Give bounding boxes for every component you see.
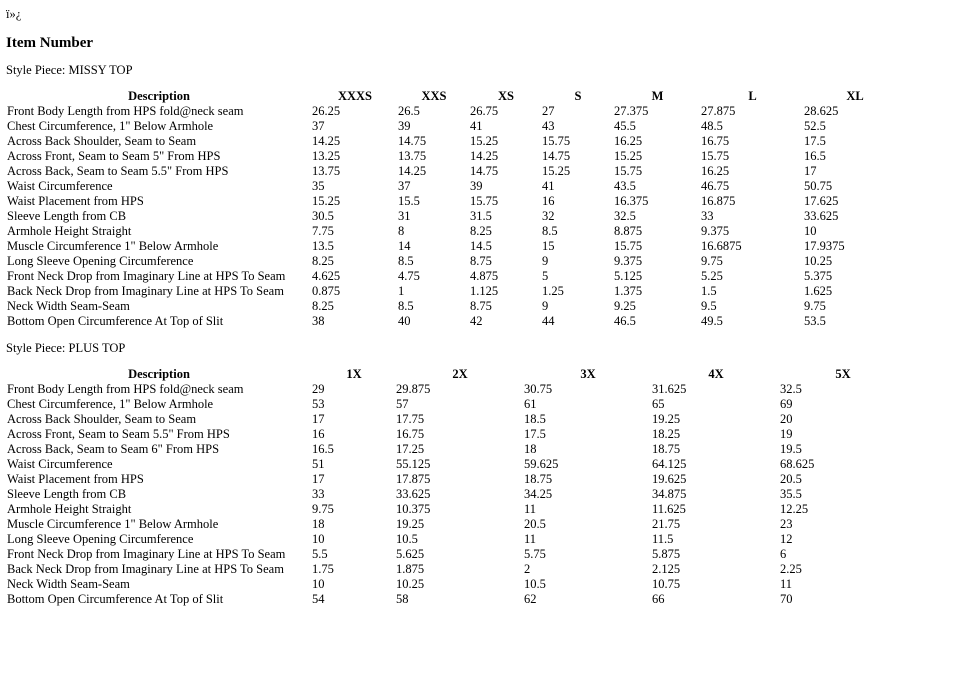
measurement-value: 16.6875 [701, 239, 742, 253]
measurement-value: 17.625 [804, 194, 839, 208]
measurement-description: Waist Placement from HPS [7, 472, 144, 486]
measurement-value: 1.125 [470, 284, 499, 298]
table-row [6, 427, 906, 442]
measurement-value: 15.75 [470, 194, 499, 208]
measurement-value: 4.625 [312, 269, 341, 283]
measurement-value: 27.875 [701, 104, 736, 118]
measurement-value: 0.875 [312, 284, 341, 298]
table-row [6, 119, 906, 134]
measurement-value: 26.5 [398, 104, 420, 118]
column-header-size: XXXS [337, 89, 373, 103]
measurement-value: 31.625 [652, 382, 687, 396]
measurement-value: 30.75 [524, 382, 553, 396]
table-row [6, 502, 906, 517]
measurement-value: 33 [312, 487, 325, 501]
measurement-value: 34.875 [652, 487, 687, 501]
measurement-description: Waist Circumference [7, 457, 113, 471]
measurement-description: Muscle Circumference 1" Below Armhole [7, 517, 219, 531]
measurement-value: 15.75 [614, 164, 643, 178]
measurement-value: 61 [524, 397, 537, 411]
measurement-value: 8.5 [398, 254, 414, 268]
measurement-description: Chest Circumference, 1" Below Armhole [7, 119, 214, 133]
measurement-value: 17 [312, 412, 325, 426]
measurement-value: 16.5 [312, 442, 334, 456]
table-row [6, 314, 906, 329]
measurement-value: 49.5 [701, 314, 723, 328]
column-header-size: XS [498, 89, 514, 103]
table-row [6, 104, 906, 119]
measurement-value: 31 [398, 209, 411, 223]
measurement-value: 1.375 [614, 284, 643, 298]
measurement-value: 17.875 [396, 472, 431, 486]
measurement-value: 33.625 [396, 487, 431, 501]
measurement-description: Across Back Shoulder, Seam to Seam [7, 134, 197, 148]
measurement-value: 5.375 [804, 269, 833, 283]
measurement-value: 9.75 [701, 254, 723, 268]
table-row [6, 164, 906, 179]
measurement-description: Sleeve Length from CB [7, 487, 127, 501]
measurement-value: 8.5 [542, 224, 558, 238]
measurement-value: 68.625 [780, 457, 815, 471]
measurement-value: 14.75 [398, 134, 427, 148]
measurement-value: 14.25 [398, 164, 427, 178]
measurement-value: 45.5 [614, 119, 636, 133]
measurement-value: 8.875 [614, 224, 643, 238]
table-row [6, 547, 906, 562]
measurement-value: 16.5 [804, 149, 826, 163]
measurement-description: Bottom Open Circumference At Top of Slit [7, 314, 224, 328]
measurement-value: 12.25 [780, 502, 809, 516]
measurement-description: Front Body Length from HPS fold@neck seam [7, 382, 244, 396]
measurement-description: Across Back, Seam to Seam 5.5" From HPS [7, 164, 229, 178]
measurement-value: 48.5 [701, 119, 723, 133]
measurement-value: 40 [398, 314, 411, 328]
measurement-value: 5.75 [524, 547, 546, 561]
measurement-value: 35 [312, 179, 325, 193]
measurement-value: 17.75 [396, 412, 425, 426]
column-header-size: XXS [421, 89, 447, 103]
table-row [6, 517, 906, 532]
measurement-description: Sleeve Length from CB [7, 209, 127, 223]
measurement-value: 26.25 [312, 104, 341, 118]
table-row [6, 592, 906, 607]
measurement-description: Armhole Height Straight [7, 502, 132, 516]
measurement-value: 18.5 [524, 412, 546, 426]
measurement-value: 13.25 [312, 149, 341, 163]
measurement-value: 16 [542, 194, 555, 208]
measurement-value: 14.25 [470, 149, 499, 163]
measurement-value: 10.375 [396, 502, 431, 516]
measurement-value: 39 [398, 119, 411, 133]
measurement-value: 14 [398, 239, 411, 253]
measurement-value: 15.75 [542, 134, 571, 148]
measurement-description: Back Neck Drop from Imaginary Line at HPS To Seam [7, 562, 284, 576]
measurement-value: 2 [524, 562, 531, 576]
measurement-value: 41 [542, 179, 555, 193]
measurement-value: 5.25 [701, 269, 723, 283]
measurement-value: 15.75 [614, 239, 643, 253]
measurement-value: 1 [398, 284, 405, 298]
measurement-description: Across Front, Seam to Seam 5" From HPS [7, 149, 221, 163]
measurement-value: 8 [398, 224, 405, 238]
encoding-artifact-text: ï»¿ [6, 7, 22, 21]
missy-measurement-table [6, 89, 906, 329]
measurement-value: 32.5 [780, 382, 802, 396]
column-header-description: Description [128, 89, 190, 103]
measurement-value: 20 [780, 412, 793, 426]
measurement-value: 18 [524, 442, 537, 456]
measurement-value: 10 [804, 224, 817, 238]
plus-measurement-table [6, 367, 906, 607]
table-row [6, 299, 906, 314]
measurement-value: 10.75 [652, 577, 681, 591]
measurement-value: 13.5 [312, 239, 334, 253]
measurement-value: 46.75 [701, 179, 730, 193]
measurement-description: Waist Circumference [7, 179, 113, 193]
measurement-value: 8.25 [312, 299, 334, 313]
measurement-value: 4.875 [470, 269, 499, 283]
measurement-description: Neck Width Seam-Seam [7, 299, 130, 313]
measurement-description: Long Sleeve Opening Circumference [7, 532, 194, 546]
measurement-description: Front Body Length from HPS fold@neck seam [7, 104, 244, 118]
measurement-value: 30.5 [312, 209, 334, 223]
measurement-description: Chest Circumference, 1" Below Armhole [7, 397, 214, 411]
measurement-value: 34.25 [524, 487, 553, 501]
measurement-value: 15 [542, 239, 555, 253]
measurement-value: 14.75 [470, 164, 499, 178]
measurement-value: 18.75 [652, 442, 681, 456]
measurement-value: 16.75 [396, 427, 425, 441]
measurement-value: 42 [470, 314, 483, 328]
measurement-description: Across Front, Seam to Seam 5.5" From HPS [7, 427, 230, 441]
measurement-description: Long Sleeve Opening Circumference [7, 254, 194, 268]
measurement-value: 8.25 [312, 254, 334, 268]
measurement-value: 15.5 [398, 194, 420, 208]
measurement-value: 16 [312, 427, 325, 441]
measurement-value: 17 [804, 164, 817, 178]
measurement-value: 10.5 [524, 577, 546, 591]
table-row [6, 382, 906, 397]
measurement-value: 15.25 [470, 134, 499, 148]
measurement-value: 54 [312, 592, 325, 606]
table-row [6, 472, 906, 487]
measurement-value: 15.25 [542, 164, 571, 178]
measurement-value: 6 [780, 547, 787, 561]
measurement-value: 9.25 [614, 299, 636, 313]
measurement-value: 18.75 [524, 472, 553, 486]
measurement-value: 33 [701, 209, 714, 223]
measurement-value: 12 [780, 532, 793, 546]
measurement-value: 5.625 [396, 547, 425, 561]
measurement-value: 39 [470, 179, 483, 193]
measurement-value: 9.375 [701, 224, 730, 238]
measurement-value: 38 [312, 314, 325, 328]
measurement-description: Front Neck Drop from Imaginary Line at HPS To Seam [7, 547, 286, 561]
measurement-value: 16.25 [701, 164, 730, 178]
measurement-value: 17.9375 [804, 239, 845, 253]
measurement-value: 43.5 [614, 179, 636, 193]
column-header-size: 4X [708, 367, 724, 381]
measurement-value: 1.75 [312, 562, 334, 576]
measurement-description: Muscle Circumference 1" Below Armhole [7, 239, 219, 253]
measurement-value: 17.5 [804, 134, 826, 148]
measurement-value: 10 [312, 532, 325, 546]
measurement-value: 37 [312, 119, 325, 133]
measurement-value: 29 [312, 382, 325, 396]
measurement-value: 19.25 [396, 517, 425, 531]
table-row [6, 397, 906, 412]
measurement-value: 11.5 [652, 532, 674, 546]
measurement-value: 17.5 [524, 427, 546, 441]
column-header-description: Description [128, 367, 190, 381]
measurement-value: 35.5 [780, 487, 802, 501]
measurement-description: Armhole Height Straight [7, 224, 132, 238]
measurement-value: 19.625 [652, 472, 687, 486]
measurement-value: 46.5 [614, 314, 636, 328]
measurement-value: 7.75 [312, 224, 334, 238]
measurement-value: 10.25 [396, 577, 425, 591]
measurement-description: Front Neck Drop from Imaginary Line at HPS To Seam [7, 269, 286, 283]
measurement-value: 20.5 [780, 472, 802, 486]
measurement-value: 21.75 [652, 517, 681, 531]
table-row [6, 194, 906, 209]
measurement-value: 9 [542, 254, 549, 268]
measurement-value: 58 [396, 592, 409, 606]
table-row [6, 532, 906, 547]
measurement-value: 51 [312, 457, 325, 471]
measurement-value: 44 [542, 314, 555, 328]
table-row [6, 412, 906, 427]
column-header-size: 5X [835, 367, 851, 381]
column-header-size: M [651, 89, 664, 103]
table-row [6, 239, 906, 254]
measurement-value: 17 [312, 472, 325, 486]
measurement-value: 43 [542, 119, 555, 133]
measurement-description: Across Back, Seam to Seam 6" From HPS [7, 442, 220, 456]
measurement-value: 10 [312, 577, 325, 591]
table-header-row [6, 89, 906, 104]
measurement-value: 70 [780, 592, 793, 606]
measurement-value: 13.75 [398, 149, 427, 163]
measurement-value: 2.125 [652, 562, 681, 576]
measurement-value: 9.5 [701, 299, 717, 313]
measurement-value: 16.375 [614, 194, 649, 208]
measurement-value: 32 [542, 209, 555, 223]
table-row [6, 457, 906, 472]
measurement-value: 9.75 [312, 502, 334, 516]
measurement-description: Waist Placement from HPS [7, 194, 144, 208]
column-header-size: 3X [580, 367, 596, 381]
table-row [6, 179, 906, 194]
table-row [6, 134, 906, 149]
measurement-value: 32.5 [614, 209, 636, 223]
table-row [6, 562, 906, 577]
measurement-value: 69 [780, 397, 793, 411]
measurement-value: 10.25 [804, 254, 833, 268]
table-row [6, 224, 906, 239]
measurement-value: 5.875 [652, 547, 681, 561]
table-header-row [6, 367, 906, 382]
table-row [6, 254, 906, 269]
measurement-value: 16.75 [701, 134, 730, 148]
column-header-size: 1X [346, 367, 362, 381]
measurement-value: 62 [524, 592, 537, 606]
measurement-value: 10.5 [396, 532, 418, 546]
measurement-value: 9.75 [804, 299, 826, 313]
measurement-description: Back Neck Drop from Imaginary Line at HPS To Seam [7, 284, 284, 298]
measurement-value: 52.5 [804, 119, 826, 133]
measurement-value: 14.75 [542, 149, 571, 163]
measurement-value: 9 [542, 299, 549, 313]
measurement-value: 66 [652, 592, 665, 606]
measurement-value: 11 [524, 502, 537, 516]
table-row [6, 577, 906, 592]
measurement-value: 20.5 [524, 517, 546, 531]
measurement-value: 14.25 [312, 134, 341, 148]
measurement-value: 64.125 [652, 457, 687, 471]
measurement-value: 15.25 [312, 194, 341, 208]
measurement-value: 53 [312, 397, 325, 411]
table-row [6, 284, 906, 299]
measurement-value: 37 [398, 179, 411, 193]
measurement-value: 13.75 [312, 164, 341, 178]
measurement-value: 9.375 [614, 254, 643, 268]
measurement-value: 15.25 [614, 149, 643, 163]
measurement-value: 1.875 [396, 562, 425, 576]
measurement-description: Bottom Open Circumference At Top of Slit [7, 592, 224, 606]
measurement-value: 11.625 [652, 502, 686, 516]
measurement-value: 5 [542, 269, 549, 283]
measurement-value: 1.625 [804, 284, 833, 298]
measurement-value: 41 [470, 119, 483, 133]
measurement-value: 18 [312, 517, 325, 531]
measurement-value: 57 [396, 397, 409, 411]
measurement-description: Neck Width Seam-Seam [7, 577, 130, 591]
column-header-size: S [574, 89, 582, 103]
measurement-value: 8.75 [470, 254, 492, 268]
style-piece-label-plus: Style Piece: PLUS TOP [6, 341, 126, 355]
measurement-value: 16.875 [701, 194, 736, 208]
measurement-value: 11 [780, 577, 793, 591]
table-row [6, 442, 906, 457]
measurement-value: 28.625 [804, 104, 839, 118]
table-row [6, 209, 906, 224]
measurement-value: 29.875 [396, 382, 431, 396]
column-header-size: L [748, 89, 757, 103]
table-row [6, 269, 906, 284]
measurement-value: 5.5 [312, 547, 328, 561]
column-header-size: XL [846, 89, 864, 103]
measurement-value: 59.625 [524, 457, 559, 471]
measurement-value: 65 [652, 397, 665, 411]
measurement-value: 14.5 [470, 239, 492, 253]
measurement-value: 4.75 [398, 269, 420, 283]
table-row [6, 487, 906, 502]
measurement-value: 1.5 [701, 284, 717, 298]
measurement-value: 16.25 [614, 134, 643, 148]
measurement-value: 2.25 [780, 562, 802, 576]
measurement-value: 55.125 [396, 457, 431, 471]
measurement-value: 53.5 [804, 314, 826, 328]
measurement-value: 33.625 [804, 209, 839, 223]
measurement-value: 19 [780, 427, 793, 441]
measurement-description: Across Back Shoulder, Seam to Seam [7, 412, 197, 426]
measurement-value: 50.75 [804, 179, 833, 193]
measurement-value: 15.75 [701, 149, 730, 163]
measurement-value: 31.5 [470, 209, 492, 223]
measurement-value: 18.25 [652, 427, 681, 441]
measurement-value: 27 [542, 104, 555, 118]
measurement-value: 1.25 [542, 284, 564, 298]
measurement-value: 19.5 [780, 442, 802, 456]
measurement-value: 23 [780, 517, 793, 531]
table-row [6, 149, 906, 164]
measurement-value: 27.375 [614, 104, 649, 118]
column-header-size: 2X [452, 367, 468, 381]
measurement-value: 17.25 [396, 442, 425, 456]
measurement-value: 8.5 [398, 299, 414, 313]
measurement-value: 5.125 [614, 269, 643, 283]
measurement-value: 8.25 [470, 224, 492, 238]
measurement-value: 19.25 [652, 412, 681, 426]
measurement-value: 8.75 [470, 299, 492, 313]
measurement-value: 11 [524, 532, 537, 546]
measurement-value: 26.75 [470, 104, 499, 118]
style-piece-label-missy: Style Piece: MISSY TOP [6, 63, 133, 77]
page-title: Item Number [6, 35, 94, 51]
